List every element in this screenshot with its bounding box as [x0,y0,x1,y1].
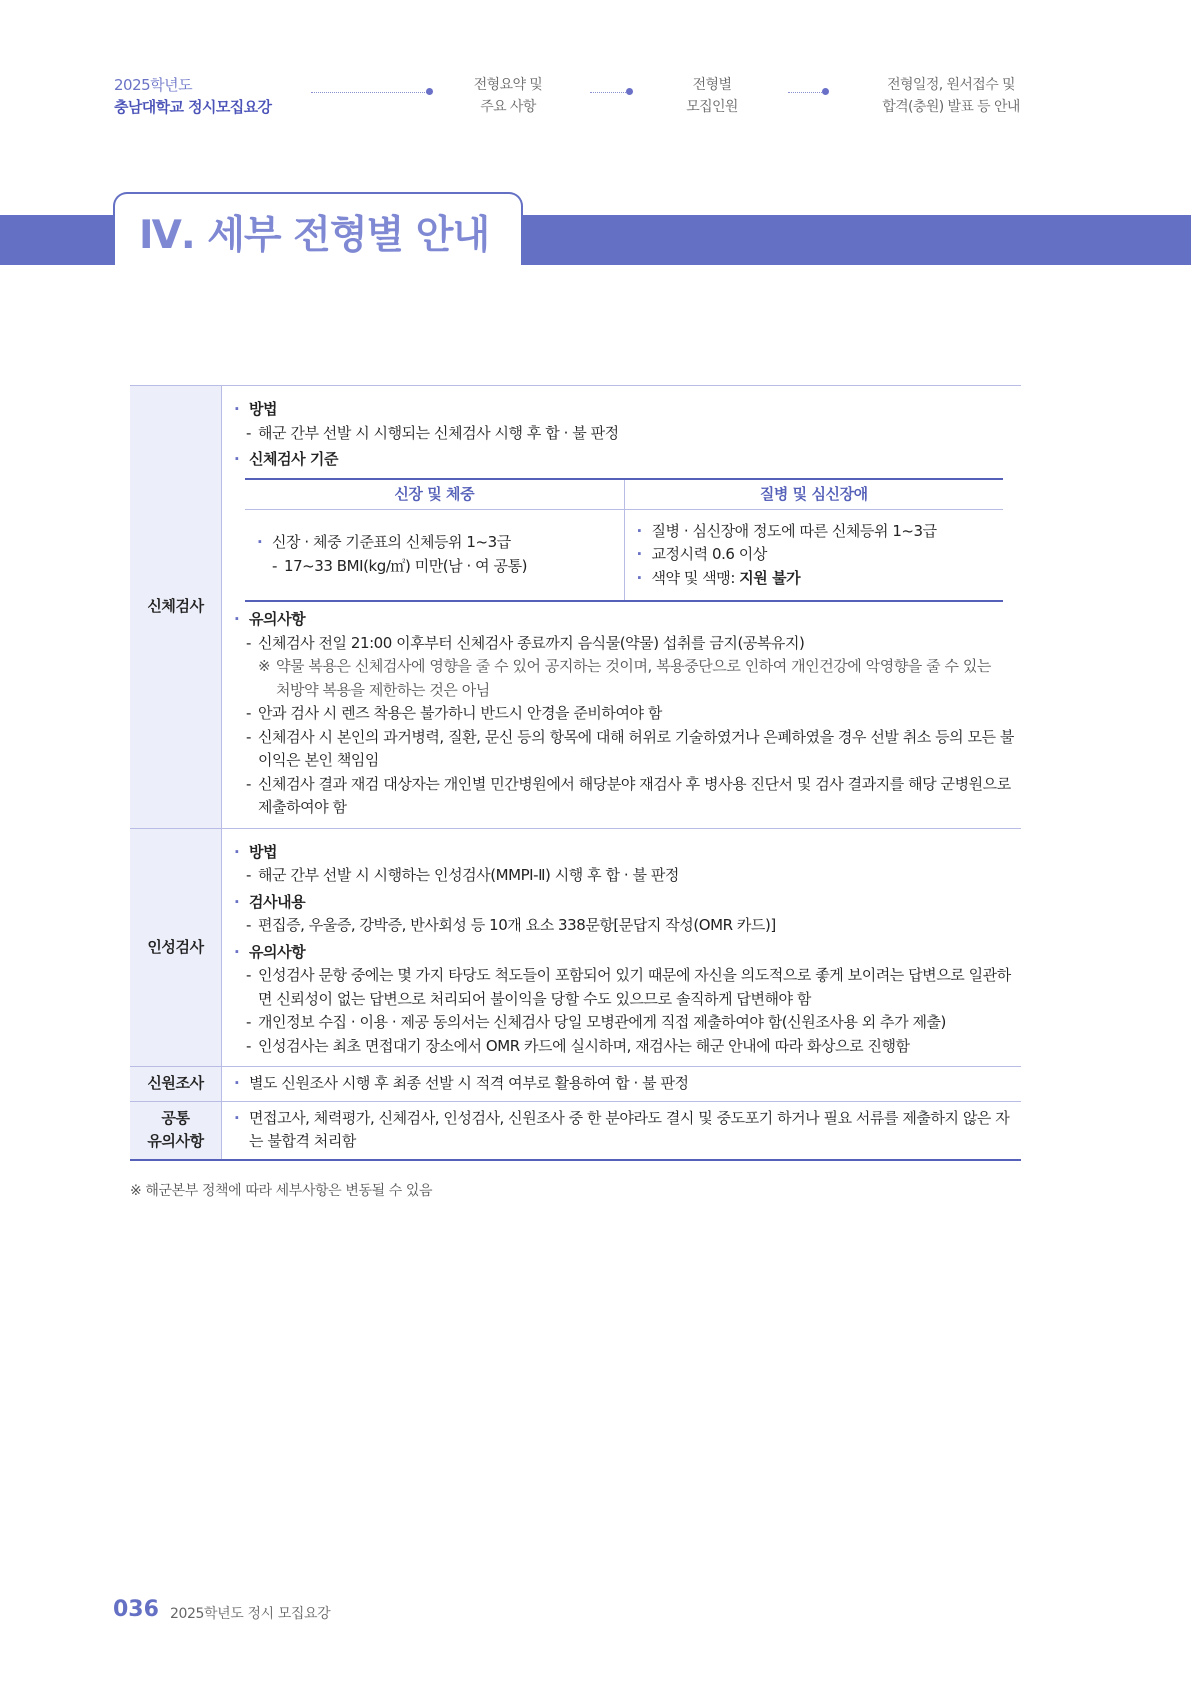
row-label-physical: 신체검사 [130,386,222,828]
header-step-2-line1: 전형별 [692,77,732,93]
dash-mark: - [246,1013,251,1031]
reference-note [234,655,1021,702]
progress-dot [822,88,829,95]
bullet-mark: · [234,450,240,468]
row-label-background: 신원조사 [130,1067,222,1101]
criteria-sub [257,555,612,579]
progress-dot [626,88,633,95]
bullet-mark: · [257,533,263,552]
criteria-item-text: 질병 · 심신장애 정도에 따른 신체등위 1~3급 [651,521,937,540]
header-step-3-line2: 합격(충원) 발표 등 안내 [882,99,1020,115]
dash-mark: - [272,556,277,575]
bullet-mark: · [636,521,642,540]
note-text: 인성검사 문항 중에는 몇 가지 타당도 척도들이 포함되어 있기 때문에 자신을 의도적으로 좋게 보이려는 답변으로 일관하면 신뢰성이 없는 답변으로 처리되어 불이익을 당할 수도 있으므로 솔직하게 답변해야 함 [258,966,1011,1008]
header-step-1-line2: 주요 사항 [480,99,536,115]
reference-text-a: 약물 복용은 신체검사에 영향을 줄 수 있어 공지하는 것이며, 복용중단으로 인하여 개인건강에 악영향을 줄 수 있는 [276,657,991,675]
criteria-col-height-weight: 신장 및 체중 [394,484,475,503]
bullet-head [234,841,1021,865]
method-detail: 해군 간부 선발 시 시행되는 신체검사 시행 후 합 · 불 판정 [258,423,619,442]
method-detail: 해군 간부 선발 시 시행하는 인성검사(MMPI-Ⅱ) 시행 후 합 · 불 판정 [258,866,679,884]
criteria-cell-disease [624,510,1004,601]
footer-doc-title: 2025학년도 정시 모집요강 [170,1606,331,1622]
bullet-mark: · [636,568,642,587]
criteria-item [637,567,992,591]
detail-line [234,632,1021,656]
bullet-item [234,1072,1021,1096]
header-year: 2025학년도 [114,76,193,94]
criteria-sub-text: 17~33 BMI(kg/㎡) 미만(남 · 여 공통) [284,556,528,575]
criteria-item-prefix: 색약 및 색맹: [651,568,740,587]
row-content-common [222,1102,1021,1159]
section-tab [113,192,523,265]
bullet-mark: · [234,400,240,418]
bullet-head [234,608,1021,632]
common-text: 면접고사, 체력평가, 신체검사, 인성검사, 신원조사 중 한 분야라도 결시 및 중도포기 하거나 필요 서류를 제출하지 않은 자는 불합격 처리함 [249,1108,1010,1150]
detail-line [234,726,1021,773]
row-label-personality: 인성검사 [130,829,222,1067]
dash-mark: - [246,966,251,984]
detail-line [234,864,1021,888]
dash-mark: - [246,704,251,722]
bullet-mark: · [234,610,240,628]
detail-line [234,1035,1021,1059]
note-text: 신체검사 시 본인의 과거병력, 질환, 문신 등의 항목에 대해 허위로 기술하였거나 은폐하였을 경우 선발 취소 등의 모든 불이익은 본인 책임임 [258,727,1014,769]
method-head: 방법 [249,842,278,861]
header-step-3 [866,74,1036,118]
criteria-item-text [652,567,801,591]
detail-line [234,422,1021,446]
header-title: 충남대학교 정시모집요강 [114,98,272,116]
bullet-item [234,1107,1021,1154]
method-head: 방법 [249,400,278,418]
table-row-common [130,1102,1021,1159]
reference-text-b: 처방약 복용을 제한하는 것은 아님 [276,680,490,699]
criteria-cell-height-weight [245,510,624,601]
row-label-common-line1: 공통 [161,1109,190,1127]
table-row-background [130,1067,1021,1102]
criteria-item [637,543,992,567]
progress-dot [426,88,433,95]
bullet-mark: · [636,545,642,563]
row-content-physical [222,386,1021,828]
bullet-mark: · [234,892,240,911]
header-step-2-line2: 모집인원 [686,99,738,115]
bullet-head [234,941,1021,965]
progress-line [590,92,628,93]
criteria-item-text: 신장 · 체중 기준표의 신체등위 1~3급 [272,533,511,552]
bullet-mark: · [234,1074,240,1092]
dash-mark: - [246,866,251,884]
header-step-2 [652,74,772,118]
bullet-head [234,891,1021,915]
dash-mark: - [246,774,251,793]
criteria-head: 신체검사 기준 [249,450,339,468]
footnote: ※ 해군본부 정책에 따라 세부사항은 변동될 수 있음 [130,1183,433,1199]
background-text: 별도 신원조사 시행 후 최종 선발 시 적격 여부로 활용하여 합 · 불 판정 [249,1074,689,1092]
content-detail: 편집증, 우울증, 강박증, 반사회성 등 10개 요소 338문항[문답지 작성(OMR 카드)] [258,916,776,934]
table-row-personality [130,829,1021,1068]
header-step-3-line1: 전형일정, 원서접수 및 [887,77,1015,93]
dash-mark: - [246,423,251,442]
reference-text [276,655,991,702]
header-step-1-line1: 전형요약 및 [473,77,543,93]
note-text: 개인정보 수집 · 이용 · 제공 동의서는 신체검사 당일 모병관에게 직접 제출하여야 함(신원조사용 외 추가 제출) [258,1013,946,1031]
criteria-item-text: 교정시력 0.6 이상 [651,545,767,563]
detail-line [234,914,1021,938]
notes-head: 유의사항 [249,942,306,961]
criteria-item [637,520,992,544]
detail-line [234,1011,1021,1035]
header-step-1 [448,74,568,118]
detail-line [234,773,1021,820]
bullet-mark: · [234,1108,240,1127]
note-text: 안과 검사 시 렌즈 착용은 불가하니 반드시 안경을 준비하여야 함 [258,704,662,722]
note-text: 신체검사 결과 재검 대상자는 개인별 민간병원에서 해당분야 재검사 후 병사용 진단서 및 검사 결과지를 해당 군병원으로 제출하여야 함 [258,774,1011,816]
bullet-mark: · [234,942,240,961]
section-title: Ⅳ. 세부 전형별 안내 [139,213,490,258]
criteria-item-emphasis: 지원 불가 [739,568,801,587]
notes-head: 유의사항 [249,610,306,628]
detail-line [234,964,1021,1011]
selection-table [130,385,1021,1161]
dash-mark: - [246,916,251,934]
note-text: 인성검사는 최초 면접대기 장소에서 OMR 카드에 실시하며, 재검사는 해군 안내에 따라 화상으로 진행함 [258,1036,910,1055]
dash-mark: - [246,1036,251,1055]
row-label-common [130,1102,222,1159]
note-text: 신체검사 전일 21:00 이후부터 신체검사 종료까지 음식물(약물) 섭취를 금지(공복유지) [258,633,805,652]
row-content-background [222,1067,1021,1101]
progress-line [788,92,826,93]
criteria-col-disease: 질병 및 심신장애 [624,480,1004,509]
content-head: 검사내용 [249,892,306,911]
detail-line [234,702,1021,726]
progress-line [311,92,427,93]
criteria-table [245,478,1003,603]
criteria-item [257,531,612,555]
ref-mark: ※ [258,657,271,675]
bullet-mark: · [234,842,240,861]
row-content-personality [222,829,1021,1067]
criteria-table-header [245,480,1003,510]
row-label-common-line2: 유의사항 [147,1132,204,1150]
criteria-table-body [245,510,1003,601]
bullet-head [234,398,1021,422]
table-row-physical [130,386,1021,829]
dash-mark: - [246,727,251,746]
dash-mark: - [246,633,251,652]
bullet-head [234,448,1021,472]
page-number: 036 [113,1597,159,1622]
